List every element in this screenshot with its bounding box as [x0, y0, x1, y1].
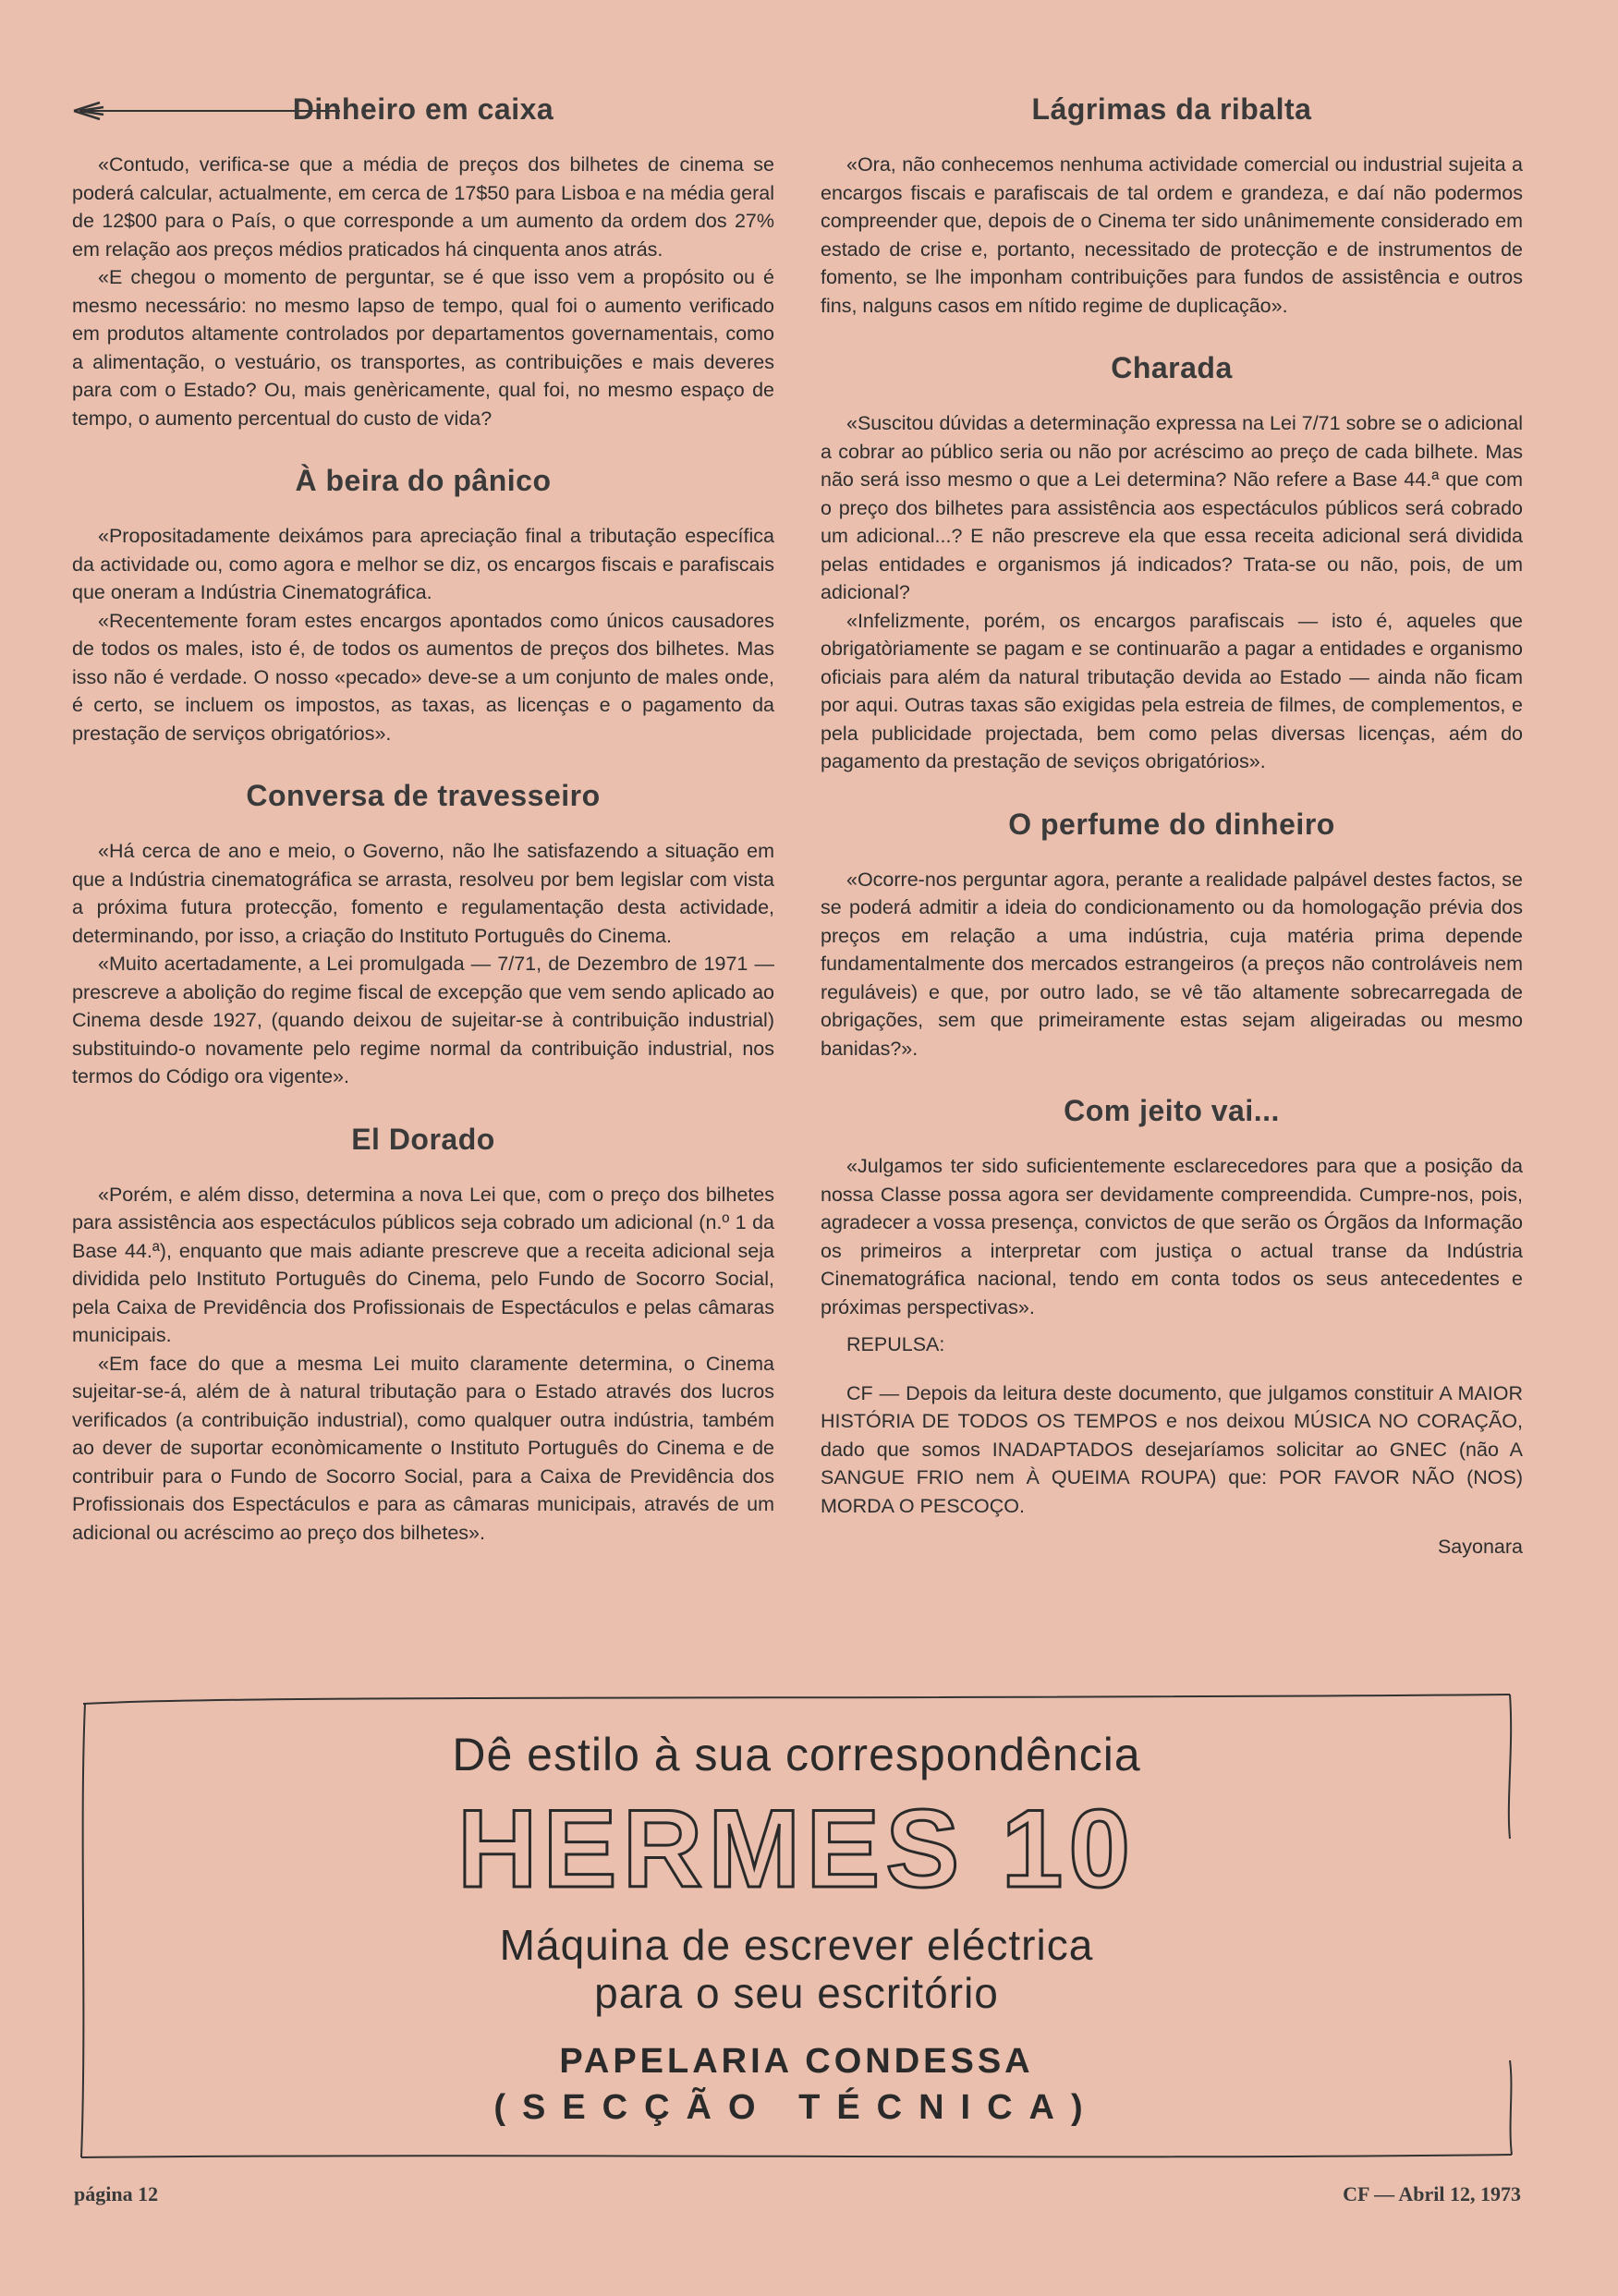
- paragraph: «Suscitou dúvidas a determinação expressa na Lei 7/71 sobre se o adicional a cobrar ao público seria ou não por acréscimo ao preço de cada bilhete. Mas não será isso mesmo o que a Lei determina? Não refere a Base 44.ª que com o preço dos bilhetes para assistência aos espectáculos públicos será cobrado um adicional...? E não prescreve ela que essa receita adicional será dividida pelas entidades e organismos já indicados? Trata-se ou não, pois, de um adicional?: [821, 412, 1523, 603]
- ad-subtitle-2: para o seu escritório: [594, 1969, 999, 2017]
- section-dinheiro-em-caixa: [72, 92, 774, 432]
- brand-text: HERMES 10: [456, 1787, 1137, 1903]
- shop-department: (SECÇÃO TÉCNICA): [493, 2088, 1100, 2127]
- section-title: Com jeito vai...: [1064, 1094, 1280, 1127]
- section-lagrimas-da-ribalta: [821, 92, 1523, 320]
- shop-name: PAPELARIA CONDESSA: [559, 2042, 1034, 2081]
- section-title: Conversa de travesseiro: [246, 779, 601, 812]
- ad-headline: Dê estilo à sua correspondência: [452, 1729, 1141, 1780]
- left-column: [72, 92, 774, 1578]
- page-number: página 12: [74, 2182, 159, 2205]
- paragraph: «Propositadamente deixámos para apreciação final a tributação específica da actividade ou, como agora e melhor se diz, os encargos fiscais e parafiscais que oneram a Indústria Cinematográfica.: [72, 525, 774, 603]
- right-column: [821, 92, 1523, 1593]
- section-conversa-de-travesseiro: [72, 779, 774, 1091]
- section-com-jeito-vai: [821, 1094, 1523, 1561]
- section-title: Dinheiro em caixa: [292, 92, 554, 126]
- ad-subtitle-1: Máquina de escrever eléctrica: [499, 1921, 1094, 1969]
- signature: Sayonara: [1437, 1536, 1523, 1558]
- section-title: Charada: [1111, 351, 1233, 384]
- section-a-beira-do-panico: [72, 464, 774, 747]
- section-o-perfume-do-dinheiro: [821, 808, 1523, 1063]
- paragraph: «Julgamos ter sido suficientemente esclarecedores para que a posição da nossa Classe possa agora ser devidamente compreendida. Cumpre-nos, pois, agradecer a vossa presença, convictos de que serão os Órgãos da Informação os primeiros a interpretar com justiça o actual transe da Indústria Cinematográfica nacional, tendo em conta todos os seus antecedentes e próximas perspectivas».: [821, 1155, 1523, 1318]
- section-charada: [821, 351, 1523, 776]
- section-title: El Dorado: [351, 1122, 495, 1156]
- hermes-logo: [76, 1783, 1517, 1903]
- paragraph: «Infelizmente, porém, os encargos parafiscais — isto é, aqueles que obrigatòriamente se pagam e se continuarão a pagar a entidades e organismo oficiais para além da natural tributação devida ao Estado — ainda não ficam por aqui. Outras taxas são exigidas pela estreia de filmes, de complementos, e pela publicidade projectada, bem como pelas diversas licenças, aém do pagamento da prestação de seviços obrigatórios».: [821, 609, 1523, 772]
- repulsa-text: CF — Depois da leitura deste documento, que julgamos constituir A MAIOR HISTÓRIA DE TODOS OS TEMPOS e nos deixou MÚSICA NO CORAÇÃO, dado que somos INADAPTADOS desejaríamos solicitar ao GNEC (não A SANGUE FRIO nem À QUEIMA ROUPA) que: POR FAVOR NÃO (NOS) MORDA O PESCOÇO.: [821, 1381, 1523, 1517]
- paragraph: «Há cerca de ano e meio, o Governo, não lhe satisfazendo a situação em que a Indústria cinematográfica se arrasta, resolveu por bem legislar com vista a próxima futura protecção, fomento e regulamentação desta actividade, determinando, por isso, a criação do Instituto Português do Cinema.: [72, 840, 774, 947]
- paragraph: «Porém, e além disso, determina a nova Lei que, com o preço dos bilhetes para assistência aos espectáculos públicos seja cobrado um adicional (n.º 1 da Base 44.ª), enquanto que mais adiante prescreve que a receita adicional seja dividida pelo Instituto Português do Cinema, pelo Fundo de Socorro Social, pela Caixa de Previdência dos Profissionais de Espectáculos e pelas câmaras municipais.: [72, 1183, 774, 1346]
- issue-date: CF — Abril 12, 1973: [1343, 2182, 1521, 2205]
- paragraph: «Muito acertadamente, a Lei promulgada — 7/71, de Dezembro de 1971 — prescreve a abolição do regime fiscal de excepção que vem sendo aplicado ao Cinema desde 1927, (quando deixou de sujeitar-se à contribuição industrial) substituindo-o novamente pelo regime normal da contribuição industrial, nos termos do Código ora vigente».: [72, 953, 774, 1087]
- repulsa-title: REPULSA:: [846, 1333, 945, 1355]
- paragraph: «Recentemente foram estes encargos apontados como únicos causadores de todos os males, isto é, de todos os aumentos de preços dos bilhetes. Mas isso não é verdade. O nosso «pecado» deve-se a um conjunto de males onde, é certo, se incluem os impostos, as taxas, as licenças e o pagamento da prestação de serviços obrigatórios».: [72, 609, 774, 745]
- paragraph: «Em face do que a mesma Lei muito claramente determina, o Cinema sujeitar-se-á, além de à natural tributação para o Estado através dos lucros verificados (a contribuição industrial), como qualquer outra indústria, também ao dever de suportar econòmicamente o Instituto Português do Cinema e de contribuir para o Fundo de Socorro Social, para a Caixa de Previdência dos Profissionais dos Espectáculos e para as câmaras municipais, através de um adicional ou acréscimo ao preço dos bilhetes».: [72, 1352, 774, 1544]
- section-title: À beira do pânico: [295, 464, 552, 497]
- section-title: O perfume do dinheiro: [1008, 807, 1335, 841]
- paragraph: «Ora, não conhecemos nenhuma actividade comercial ou industrial sujeita a encargos fiscais e parafiscais de tal ordem e grandeza, e daí não podermos compreender que, depois de o Cinema ter sido unânimemente considerado em estado de crise e, portanto, necessitado de protecção e de instrumentos de fomento, se lhe imponham contribuições para fundos de assistência e outros fins, nalguns casos em nítido regime de duplicação».: [821, 153, 1523, 317]
- paragraph: «Ocorre-nos perguntar agora, perante a realidade palpável destes factos, se se poderá admitir a ideia do condicionamento ou da homologação prévia dos preços em relação a uma indústria, cuja matéria prima depende fundamentalmente dos mercados estrangeiros (a preços não controláveis nem reguláveis) e que, por outro lado, se vê tão altamente sobrecarregada de obrigações, sem que primeiramente estas sejam aligeiradas ou mesmo banidas?».: [821, 868, 1523, 1060]
- paragraph: «Contudo, verifica-se que a média de preços dos bilhetes de cinema se poderá calcular, actualmente, em cerca de 17$50 para Lisboa e na média geral de 12$00 para o País, o que corresponde a um aumento da ordem dos 27% em relação aos preços médios praticados há cinquenta anos atrás.: [72, 153, 774, 261]
- section-el-dorado: [72, 1123, 774, 1548]
- paragraph: «E chegou o momento de perguntar, se é que isso vem a propósito ou é mesmo necessário: no mesmo lapso de tempo, qual foi o aumento verificado em produtos altamente controlados por departamentos governamentais, como a alimentação, o vestuário, os transportes, as contribuições e mais deveres para com o Estado? Ou, mais genèricamente, qual foi, no mesmo espaço de tempo, o aumento percentual do custo de vida?: [72, 266, 774, 430]
- advertisement: [76, 1691, 1517, 2162]
- section-title: Lágrimas da ribalta: [1031, 92, 1312, 126]
